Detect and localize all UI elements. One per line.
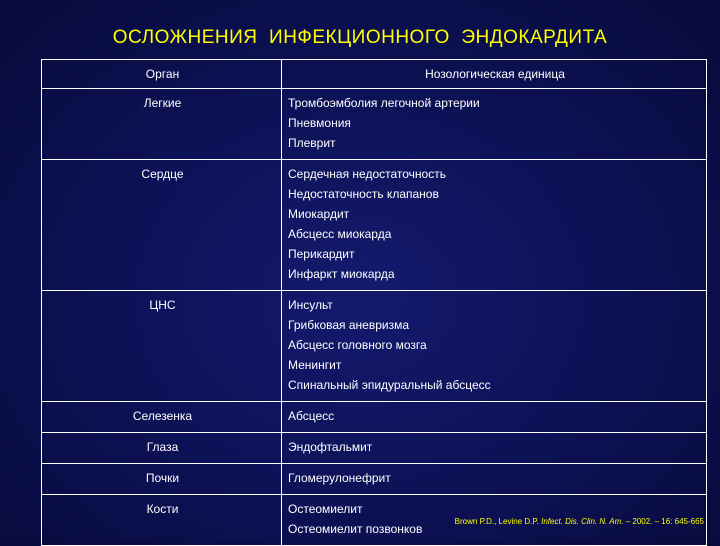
nosology-item: Гломерулонефрит — [288, 471, 391, 485]
nosology-cell — [282, 160, 707, 291]
citation — [455, 517, 704, 526]
nosology-item: Недостаточность клапанов — [288, 187, 439, 201]
nosology-item: Абсцесс головного мозга — [288, 338, 427, 352]
citation-details: – 2002. – 16: 645-665 — [623, 517, 704, 526]
nosology-item: Тромбоэмболия легочной артерии — [288, 96, 480, 110]
table-row — [42, 160, 707, 291]
nosology-item: Перикардит — [288, 247, 355, 261]
organ-cell: Глаза — [42, 433, 282, 464]
organ-cell: ЦНС — [42, 291, 282, 402]
nosology-item: Абсцесс миокарда — [288, 227, 392, 241]
nosology-item: Инсульт — [288, 298, 333, 312]
table-body — [42, 60, 707, 546]
nosology-cell — [282, 89, 707, 160]
header-nosology: Нозологическая единица — [282, 60, 707, 89]
nosology-cell — [282, 291, 707, 402]
nosology-item: Инфаркт миокарда — [288, 267, 395, 281]
slide-title: ОСЛОЖНЕНИЯ ИНФЕКЦИОННОГО ЭНДОКАРДИТА — [112, 27, 608, 48]
complications-table — [41, 59, 707, 546]
organ-cell: Сердце — [42, 160, 282, 291]
nosology-cell — [282, 433, 707, 464]
citation-journal: Infect. Dis. Clin. N. Am. — [541, 517, 624, 526]
nosology-item: Грибковая аневризма — [288, 318, 410, 332]
nosology-cell — [282, 464, 707, 495]
organ-cell: Селезенка — [42, 402, 282, 433]
table-row — [42, 402, 707, 433]
table-row — [42, 433, 707, 464]
nosology-item: Пневмония — [288, 116, 351, 130]
organ-cell: Почки — [42, 464, 282, 495]
table-row — [42, 464, 707, 495]
nosology-item: Миокардит — [288, 207, 350, 221]
table-header-row — [42, 60, 707, 89]
nosology-item: Эндофтальмит — [288, 440, 373, 454]
nosology-item: Менингит — [288, 358, 342, 372]
nosology-cell — [282, 402, 707, 433]
nosology-item: Остеомиелит — [288, 502, 363, 516]
citation-authors: Brown P.D., Levine D.P. — [454, 517, 542, 526]
nosology-item: Абсцесс — [288, 409, 335, 423]
nosology-item: Спинальный эпидуральный абсцесс — [288, 378, 491, 392]
table-row — [42, 89, 707, 160]
nosology-item: Сердечная недостаточность — [288, 167, 446, 181]
organ-cell: Кости — [42, 495, 282, 546]
nosology-item: Остеомиелит позвонков — [288, 522, 423, 536]
table-row — [42, 291, 707, 402]
organ-cell: Легкие — [42, 89, 282, 160]
nosology-item: Плеврит — [288, 136, 336, 150]
header-organ: Орган — [42, 60, 282, 89]
